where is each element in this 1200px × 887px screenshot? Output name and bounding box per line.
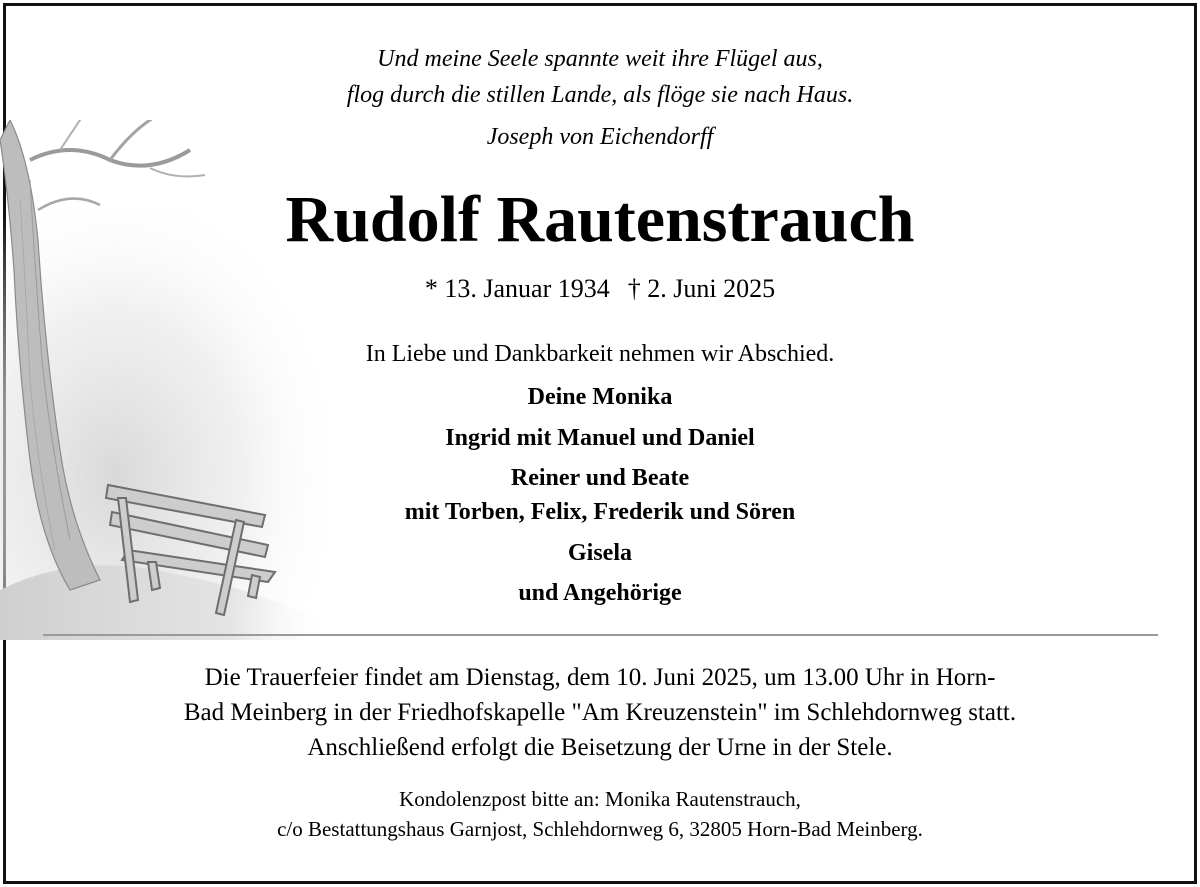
poem-author: Joseph von Eichendorff [486,124,714,150]
condolence-line-1: Kondolenzpost bitte an: Monika Rautenstrauch, [399,787,801,811]
signatory-line: und Angehörige [518,580,682,606]
farewell-intro: In Liebe und Dankbarkeit nehmen wir Abschied. [365,341,835,367]
poem-line-2: flog durch die stillen Lande, als flöge sie nach Haus. [346,82,854,108]
signatory-line: Ingrid mit Manuel und Daniel [445,425,755,451]
signatory-line: Deine Monika [527,384,673,410]
service-line-1: Die Trauerfeier findet am Dienstag, dem 10. Juni 2025, um 13.00 Uhr in Horn- [204,664,996,691]
life-dates [0,274,1200,304]
section-divider [43,634,1158,636]
death-date: † 2. Juni 2025 [627,274,776,303]
signatory-line: Gisela [568,540,632,566]
signatory-line: Reiner und Beate [510,465,690,491]
poem-line-1: Und meine Seele spannte weit ihre Flügel aus, [377,46,823,72]
service-line-2: Bad Meinberg in der Friedhofskapelle "Am Kreuzenstein" im Schlehdornweg statt. [183,699,1017,726]
birth-date: * 13. Januar 1934 [424,274,610,303]
condolence-line-2: c/o Bestattungshaus Garnjost, Schlehdornweg 6, 32805 Horn-Bad Meinberg. [277,817,923,841]
signatory-line: mit Torben, Felix, Frederik und Sören [404,499,796,525]
service-line-3: Anschließend erfolgt die Beisetzung der Urne in der Stele. [307,734,893,761]
deceased-name: Rudolf Rautenstrauch [285,183,915,256]
